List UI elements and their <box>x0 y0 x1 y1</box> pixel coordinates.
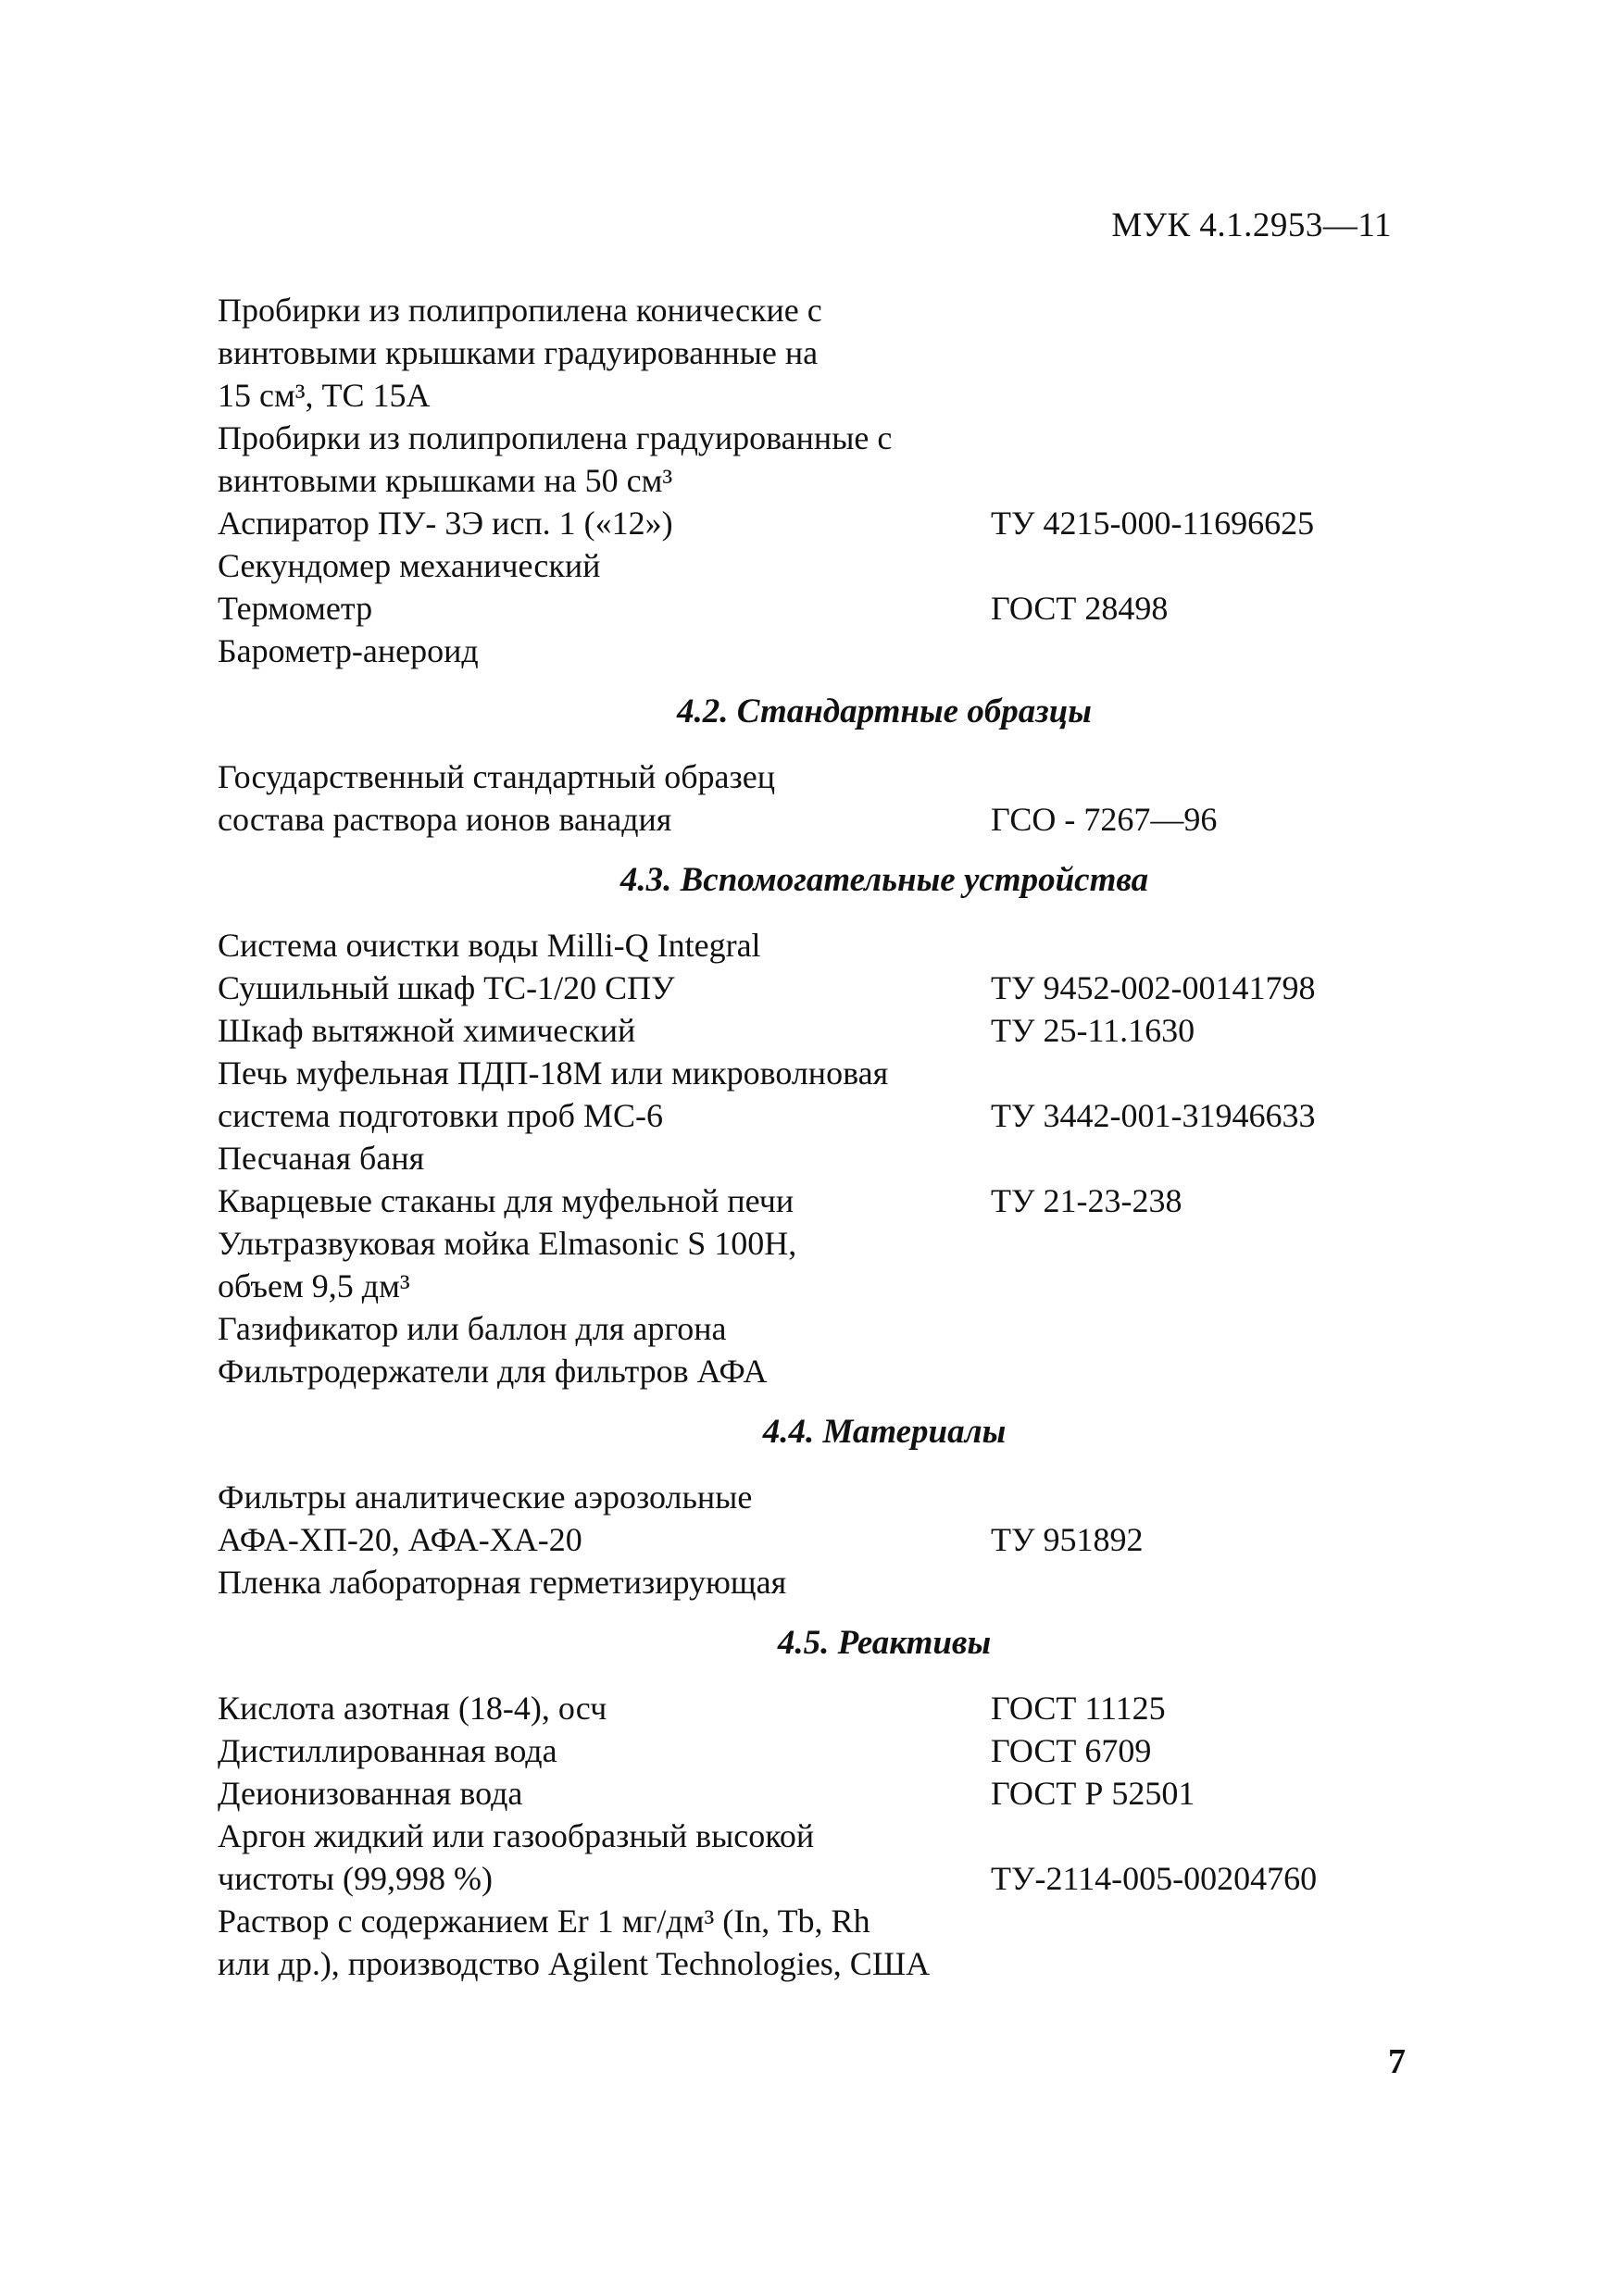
list-item <box>218 587 1403 630</box>
item-standard-ref: ТУ 9452-002-00141798 <box>991 969 1316 1006</box>
section-title: 4.3. Вспомогательные устройства <box>619 861 1149 899</box>
list-item <box>218 967 1403 1009</box>
item-name-line: Барометр-анероид <box>218 632 479 669</box>
item-name-line: Кислота азотная (18-4), осч <box>218 1690 607 1727</box>
item-name <box>218 1307 991 1350</box>
item-standard-ref: ГСО - 7267—96 <box>991 801 1218 838</box>
item-standard-ref: ТУ 951892 <box>991 1521 1144 1558</box>
item-name-line: винтовыми крышками на 50 см³ <box>218 462 673 499</box>
item-name-line: Песчаная баня <box>218 1140 425 1177</box>
section-title: 4.2. Стандартные образцы <box>677 693 1092 730</box>
list-item <box>218 1222 1403 1307</box>
list-item <box>218 1350 1403 1392</box>
item-name-line: объем 9,5 дм³ <box>218 1267 410 1304</box>
list-item <box>218 1815 1403 1900</box>
item-name-line: Фильтры аналитические аэрозольные <box>218 1479 753 1516</box>
item-standard-ref: ГОСТ 28498 <box>991 590 1169 627</box>
item-name <box>218 1772 991 1815</box>
item-name <box>218 289 991 417</box>
item-name-line: винтовыми крышками градуированные на <box>218 334 819 371</box>
item-name <box>218 502 991 544</box>
item-standard-ref: ГОСТ Р 52501 <box>991 1775 1195 1812</box>
item-standard-ref: ТУ 4215-000-11696625 <box>991 505 1315 542</box>
item-name-line: или др.), производство Agilent Technologies, США <box>218 1945 931 1982</box>
list-item <box>218 1307 1403 1350</box>
item-name <box>218 544 991 587</box>
item-name-line: АФА-ХП-20, АФА-ХА-20 <box>218 1521 582 1558</box>
item-name <box>218 1009 991 1052</box>
list-item <box>218 1476 1403 1561</box>
item-name <box>218 1900 991 1985</box>
list-item <box>218 1687 1403 1729</box>
list-item <box>218 630 1403 672</box>
item-name <box>218 1729 991 1772</box>
list-item <box>218 1561 1403 1603</box>
item-name <box>218 1052 991 1137</box>
list-item <box>218 1729 1403 1772</box>
section-title: 4.4. Материалы <box>762 1413 1007 1451</box>
list-item <box>218 1179 1403 1222</box>
item-name-line: Газификатор или баллон для аргона <box>218 1310 727 1347</box>
document-body <box>218 289 1403 1985</box>
item-name-line: Система очистки воды Milli-Q Integral <box>218 927 761 964</box>
item-name <box>218 967 991 1009</box>
list-item <box>218 1009 1403 1052</box>
item-name <box>218 630 991 672</box>
item-name-line: 15 см³, ТС 15А <box>218 377 431 414</box>
item-name-line: Пленка лабораторная герметизирующая <box>218 1564 787 1601</box>
item-name-line: Пробирки из полипропилена конические с <box>218 292 822 329</box>
item-standard-ref: ГОСТ 6709 <box>991 1732 1152 1769</box>
document-code: МУК 4.1.2953—11 <box>1111 206 1392 244</box>
item-name <box>218 1179 991 1222</box>
list-item <box>218 1137 1403 1179</box>
item-name <box>218 417 991 502</box>
item-name <box>218 1476 991 1561</box>
item-name-line: Секундомер механический <box>218 547 601 584</box>
list-item <box>218 417 1403 502</box>
item-name-line: Ультразвуковая мойка Elmasonic S 100H, <box>218 1225 797 1262</box>
item-standard-ref: ТУ-2114-005-00204760 <box>991 1860 1318 1897</box>
item-name-line: Раствор с содержанием Er 1 мг/дм³ (In, Tb, Rh <box>218 1903 870 1940</box>
item-name-line: Деионизованная вода <box>218 1775 523 1812</box>
item-standard-ref: ГОСТ 11125 <box>991 1690 1166 1727</box>
list-item <box>218 1900 1403 1985</box>
item-name <box>218 1222 991 1307</box>
page-number: 7 <box>1388 2042 1406 2081</box>
item-name-line: Пробирки из полипропилена градуированные с <box>218 419 893 456</box>
list-item <box>218 502 1403 544</box>
section-title: 4.5. Реактивы <box>777 1624 992 1662</box>
item-name-line: Аргон жидкий или газообразный высокой <box>218 1817 815 1854</box>
item-name-line: система подготовки проб МС-6 <box>218 1097 663 1134</box>
item-name <box>218 1687 991 1729</box>
item-standard-ref: ТУ 21-23-238 <box>991 1182 1182 1219</box>
item-name-line: Аспиратор ПУ- 3Э исп. 1 («12») <box>218 505 673 542</box>
item-name <box>218 587 991 630</box>
list-item <box>218 289 1403 417</box>
item-name-line: Кварцевые стаканы для муфельной печи <box>218 1182 794 1219</box>
list-item <box>218 924 1403 967</box>
item-name <box>218 755 991 841</box>
item-name <box>218 1137 991 1179</box>
item-name-line: Государственный стандартный образец <box>218 758 775 795</box>
item-name-line: состава раствора ионов ванадия <box>218 801 672 838</box>
item-standard-ref: ТУ 25-11.1630 <box>991 1012 1195 1049</box>
item-standard-ref: ТУ 3442-001-31946633 <box>991 1097 1316 1134</box>
item-name-line: Печь муфельная ПДП-18М или микроволновая <box>218 1054 889 1092</box>
item-name-line: Дистиллированная вода <box>218 1732 557 1769</box>
list-item <box>218 1052 1403 1137</box>
item-name <box>218 1350 991 1392</box>
item-name-line: Термометр <box>218 590 373 627</box>
item-name <box>218 1561 991 1603</box>
list-item <box>218 544 1403 587</box>
item-name <box>218 1815 991 1900</box>
item-name-line: Сушильный шкаф ТС-1/20 СПУ <box>218 969 675 1006</box>
item-name-line: чистоты (99,998 %) <box>218 1860 494 1897</box>
item-name-line: Фильтродержатели для фильтров АФА <box>218 1353 768 1390</box>
list-item <box>218 755 1403 841</box>
item-name-line: Шкаф вытяжной химический <box>218 1012 636 1049</box>
item-name <box>218 924 991 967</box>
list-item <box>218 1772 1403 1815</box>
